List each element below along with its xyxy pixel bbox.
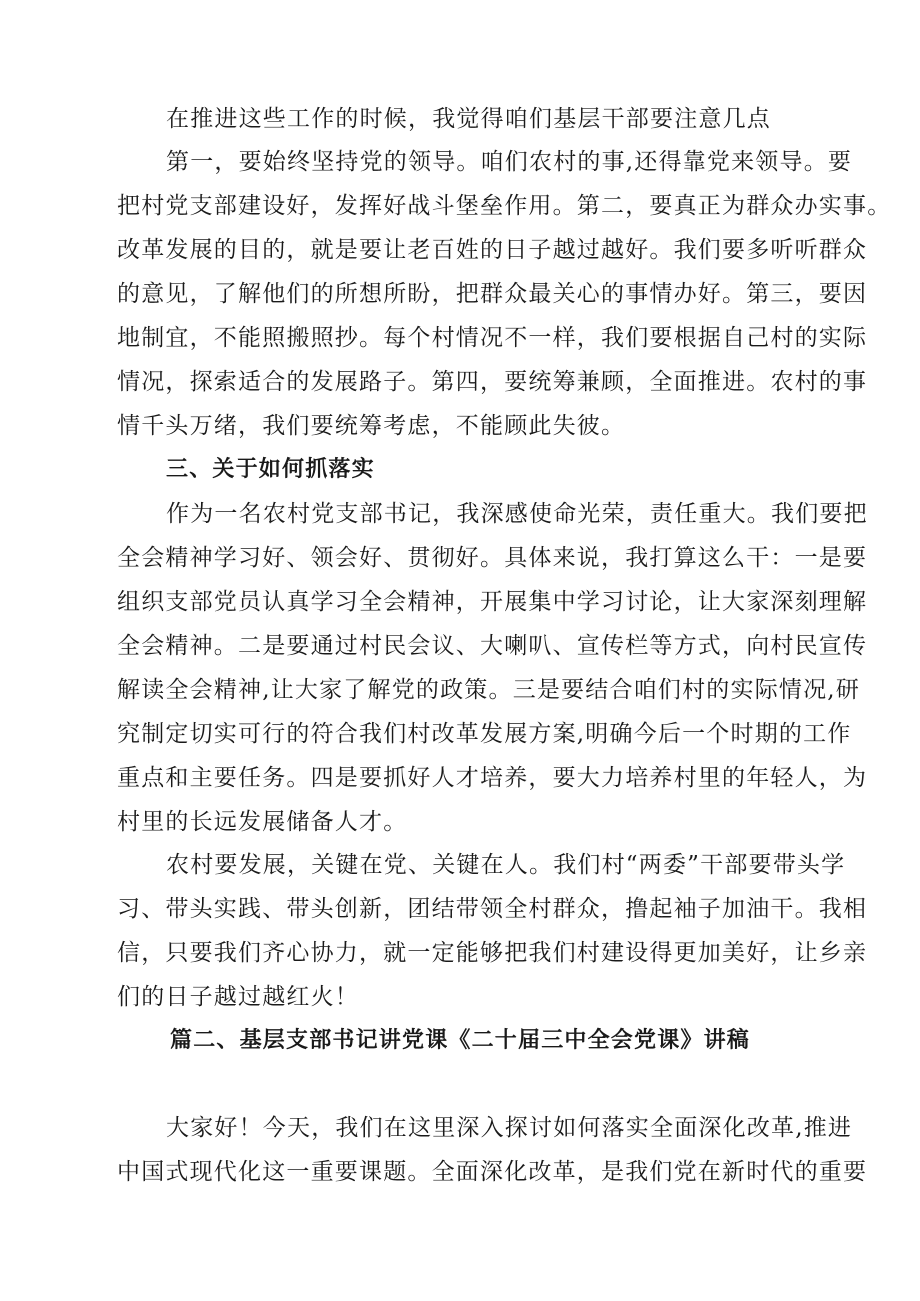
text-line: 地制宜，不能照搬照抄。每个村情况不一样，我们要根据自己村的实际 [117,325,868,351]
text-line: 们的日子越过越红火！ [117,984,359,1010]
text-line: 农村要发展，关键在党、关键在人。我们村“两委”干部要带头学 [166,852,846,878]
text-line: 解读全会精神,让大家了解党的政策。三是要结合咱们村的实际情况,研 [117,677,861,703]
text-line: 全会精神。二是要通过村民会议、大喇叭、宣传栏等方式，向村民宣传 [117,633,868,659]
text-line: 的意见，了解他们的所想所盼，把群众最关心的事情办好。第三，要因 [117,281,868,307]
text-line: 村里的长远发展储备人才。 [117,809,408,835]
text-line: 情千头万绪，我们要统筹考虑，不能顾此失彼。 [117,413,626,439]
text-line: 大家好！今天，我们在这里深入探讨如何落实全面深化改革,推进 [166,1115,853,1141]
text-line: 把村党支部建设好，发挥好战斗堡垒作用。第二，要真正为群众办实事。 [117,193,892,219]
text-line: 习、带头实践、带头创新，团结带领全村群众，撸起袖子加油干。我相 [117,896,868,922]
text-line: 第一，要始终坚持党的领导。咱们农村的事,还得靠党来领导。要 [166,149,853,175]
text-line: 信，只要我们齐心协力，就一定能够把我们村建设得更加美好，让乡亲 [117,940,868,966]
article-title: 篇二、基层支部书记讲党课《二十届三中全会党课》讲稿 [170,1028,751,1053]
text-line: 在推进这些工作的时候，我觉得咱们基层干部要注意几点 [166,106,771,132]
section-heading: 三、关于如何抓落实 [166,457,375,482]
text-line: 全会精神学习好、领会好、贯彻好。具体来说，我打算这么干：一是要 [117,545,868,571]
text-line: 中国式现代化这一重要课题。全面深化改革，是我们党在新时代的重要 [117,1159,868,1185]
text-line: 重点和主要任务。四是要抓好人才培养，要大力培养村里的年轻人，为 [117,765,868,791]
text-line: 组织支部党员认真学习全会精神，开展集中学习讨论，让大家深刻理解 [117,589,868,615]
text-line: 情况，探索适合的发展路子。第四，要统筹兼顾，全面推进。农村的事 [117,369,868,395]
text-line: 究制定切实可行的符合我们村改革发展方案,明确今后一个时期的工作 [117,721,852,747]
text-line: 作为一名农村党支部书记，我深感使命光荣，责任重大。我们要把 [166,501,868,527]
text-line: 改革发展的目的，就是要让老百姓的日子越过越好。我们要多听听群众 [117,237,868,263]
